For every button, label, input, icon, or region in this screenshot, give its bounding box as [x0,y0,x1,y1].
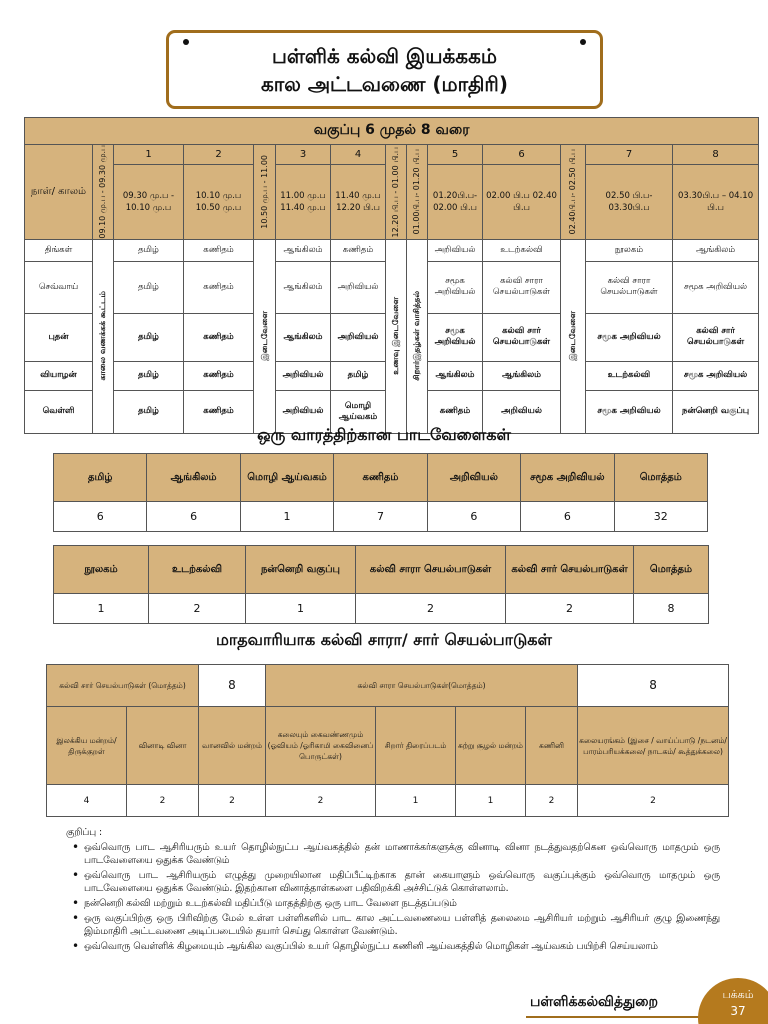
timetable-cell: சமூக அறிவியல் [428,313,483,361]
table-header: கலையரங்கம் (இசை / வாய்ப்பாடு /நடனம்/ பாரம்பரியக்கலை/ நாடகம்/ கூத்துக்கலை) [578,707,729,785]
footer-department: பள்ளிக்கல்வித்துறை [530,994,659,1010]
table-header: கணினி [526,707,578,785]
timetable-cell: ஆங்கிலம் [428,361,483,390]
period-time: 01.20பி.ப- 02.00 பி.ப [428,164,483,239]
table-cell: 2 [578,785,729,817]
page-number-badge [698,978,768,1024]
timetable-cell: சமூக அறிவியல் [586,313,673,361]
weekly-periods-table-2 [53,545,709,624]
day-name: திங்கள் [25,239,93,261]
table-cell: 4 [47,785,127,817]
notes-heading: குறிப்பு : [66,827,103,838]
timetable-cell: தமிழ் [331,361,386,390]
timetable-cell: கல்வி சாரா செயல்பாடுகள் [586,261,673,313]
timetable-cell: கல்வி சார் செயல்பாடுகள் [673,313,759,361]
timetable-cell: அறிவியல் [331,261,386,313]
timetable-cell: நன்னெறி வகுப்பு [673,390,759,433]
day-time-label: நாள்/ காலம் [25,145,93,240]
table-cell: 2 [266,785,376,817]
timetable-cell: ஆங்கிலம் [483,361,561,390]
reading-label: சிறார்இதழ்கள் வாசித்தல் [407,239,428,433]
assembly-time: 09.10 மு.ப - 09.30 மு.ப [93,145,114,240]
timetable-cell: அறிவியல் [276,361,331,390]
monthly-activities-table [46,664,729,817]
timetable-caption: வகுப்பு 6 முதல் 8 வரை [25,118,759,145]
timetable-cell: தமிழ் [114,361,184,390]
period-number: 4 [331,145,386,165]
period-number: 6 [483,145,561,165]
period-number: 3 [276,145,331,165]
academic-total-label: கல்வி சார் செயல்பாடுகள் (மொத்தம்) [47,665,199,707]
table-cell: 6 [54,502,147,532]
table-cell: 2 [356,594,506,624]
title-box [166,30,603,109]
timetable-cell: அறிவியல் [428,239,483,261]
table-header: சமூக அறிவியல் [521,454,614,502]
timetable-cell: கல்வி சாரா செயல்பாடுகள் [483,261,561,313]
table-cell: 2 [506,594,634,624]
period-time: 11.00 மு.ப 11.40 மு.ப [276,164,331,239]
lunch-label: உணவு இடைவேளை [386,239,407,433]
table-header: வானவில் மன்றம் [199,707,266,785]
period-number: 8 [673,145,759,165]
day-name: வியாழன் [25,361,93,390]
table-header: இலக்கிய மன்றம்/ திருக்குறள் [47,707,127,785]
table-cell: 8 [634,594,709,624]
period-time: 02.00 பி.ப 02.40 பி.ப [483,164,561,239]
table-cell: 1 [54,594,149,624]
footer-divider [526,1016,706,1018]
break1-time: 10.50 மு.ப - 11.00 [254,145,276,240]
table-cell: 2 [526,785,578,817]
table-header: கல்வி சாரா செயல்பாடுகள் [356,546,506,594]
timetable-cell: ஆங்கிலம் [673,239,759,261]
assembly-label: காலை வணக்கக் கூட்டம் [93,239,114,433]
period-time: 10.10 மு.ப 10.50 மு.ப [184,164,254,239]
table-header: கணிதம் [334,454,427,502]
reading-time: 01.00பி.ப- 01.20 பி.ப [407,145,428,240]
table-header: வினாடி வினா [127,707,199,785]
period-number: 2 [184,145,254,165]
period-number: 7 [586,145,673,165]
table-header: உடற்கல்வி [149,546,246,594]
table-cell: 1 [240,502,333,532]
timetable-cell: ஆங்கிலம் [276,261,331,313]
table-cell: 2 [149,594,246,624]
nonacademic-total-label: கல்வி சாரா செயல்பாடுகள்(மொத்தம்) [266,665,578,707]
timetable-cell: சமூக அறிவியல் [586,390,673,433]
timetable-cell: கணிதம் [184,390,254,433]
weekly-periods-table-1 [53,453,708,532]
timetable-cell: கணிதம் [184,261,254,313]
timetable-cell: கணிதம் [184,239,254,261]
timetable-cell: கல்வி சார் செயல்பாடுகள் [483,313,561,361]
timetable-cell: ஆங்கிலம் [276,313,331,361]
timetable-cell: நூலகம் [586,239,673,261]
timetable-cell: அறிவியல் [276,390,331,433]
table-header: சுற்று சூழல் மன்றம் [456,707,526,785]
weekly-section-title: ஒரு வாரத்திற்கான பாடவேளைகள் [257,425,511,444]
period-number: 1 [114,145,184,165]
bullet-dot-icon [580,39,586,45]
table-cell: 1 [246,594,356,624]
table-header: ஆங்கிலம் [147,454,240,502]
table-cell: 6 [521,502,614,532]
period-time: 09.30 மு.ப - 10.10 மு.ப [114,164,184,239]
academic-total-value: 8 [199,665,266,707]
monthly-section-title: மாதவாரியாக கல்வி சாரா/ சார் செயல்பாடுகள் [216,630,552,649]
table-header: சிறார் திரைப்படம் [376,707,456,785]
timetable-cell: அறிவியல் [483,390,561,433]
period-number: 5 [428,145,483,165]
timetable-cell: கணிதம் [428,390,483,433]
table-header: நூலகம் [54,546,149,594]
lunch-time: 12.20 பி.ப - 01.00 பி.ப [386,145,407,240]
timetable-cell: தமிழ் [114,313,184,361]
page-subtitle: கால அட்டவணை (மாதிரி) [261,71,508,96]
table-cell: 32 [614,502,707,532]
table-cell: 1 [376,785,456,817]
page-title: பள்ளிக் கல்வி இயக்ககம் [272,43,497,68]
timetable-cell: தமிழ் [114,390,184,433]
period-time: 11.40 மு.ப 12.20 பி.ப [331,164,386,239]
note-item: • ஒரு வகுப்பிற்கு ஒரு பிரிவிற்கு மேல் உள்ள பள்ளிகளில் பாட கால அட்டவணையை பள்ளித் தலைமை ஆசிரியர் மற்றும் ஆசிரியர் குழு இணைந்து இம்மாதிரி அட்டவணை அடிப்படையில் தயார் செய்து கொள்ள வேண்டும். [84,912,720,938]
table-cell: 2 [127,785,199,817]
break2-time: 02.40பி.ப- 02.50 பி.ப [561,145,586,240]
table-cell: 6 [147,502,240,532]
note-item: • ஒவ்வொரு பாட ஆசிரியரும் எழுத்து முறையிலான மதிப்பீட்டிற்காக தான் கையாளும் ஒவ்வொரு வகுப்புக்கும் ஒவ்வொரு மாதமும் ஒரு பாடவேளையை ஒதுக்க வேண்டும். இதற்கான வினாத்தாள்களை பதிவிறக்கி அச்சிட்டுக் கொள்ளலாம். [84,869,720,895]
table-cell: 6 [427,502,520,532]
table-header: மொழி ஆய்வகம் [240,454,333,502]
day-name: வெள்ளி [25,390,93,433]
table-header: தமிழ் [54,454,147,502]
table-header: அறிவியல் [427,454,520,502]
page-label: பக்கம் [722,988,754,1001]
note-item: • ஒவ்வொரு பாட ஆசிரியரும் உயர் தொழில்நுட்ப ஆய்வகத்தில் தன் மாணாக்கர்களுக்கு வினாடி வினா நடத்துவதற்கென ஒவ்வொரு மாதமும் ஒரு பாடவேளையை ஒதுக்க வேண்டும் [84,841,720,867]
table-header: மொத்தம் [614,454,707,502]
note-item: • ஒவ்வொரு வெள்ளிக் கிழமையும் ஆங்கில வகுப்பில் உயர் தொழில்நுட்ப கணினி ஆய்வகத்தில் மொழிகள் ஆய்வகம் பயிற்சி செய்யலாம் [84,940,720,953]
page-number: 37 [730,1004,746,1018]
day-name: செவ்வாய் [25,261,93,313]
timetable-cell: கணிதம் [184,361,254,390]
timetable-cell: கணிதம் [184,313,254,361]
timetable-cell: ஆங்கிலம் [276,239,331,261]
table-header: கல்வி சார் செயல்பாடுகள் [506,546,634,594]
nonacademic-total-value: 8 [578,665,729,707]
timetable-cell: உடற்கல்வி [483,239,561,261]
timetable-cell: தமிழ் [114,261,184,313]
timetable-cell: சமூக அறிவியல் [673,361,759,390]
period-time: 03.30பி.ப – 04.10 பி.ப [673,164,759,239]
table-header: மொத்தம் [634,546,709,594]
timetable-cell: தமிழ் [114,239,184,261]
timetable-cell: அறிவியல் [331,313,386,361]
break2-label: இடைவேளை [561,239,586,433]
notes-section [66,826,720,955]
table-cell: 2 [199,785,266,817]
day-name: புதன் [25,313,93,361]
bullet-dot-icon [183,39,189,45]
timetable-cell: மொழி ஆய்வகம் [331,390,386,433]
period-time: 02.50 பி.ப- 03.30பி.ப [586,164,673,239]
timetable [24,117,759,434]
timetable-cell: கணிதம் [331,239,386,261]
note-item: • நன்னெறி கல்வி மற்றும் உடற்கல்வி மதிப்பீடு மாதத்திற்கு ஒரு பாட வேளை நடத்தப்படும் [84,897,720,910]
notes-list [66,841,720,953]
timetable-cell: சமூக அறிவியல் [673,261,759,313]
table-header: கலையும் கைவண்ணமும் (ஓவியம் /ஓரிகாமி கைவினைப் பொருட்கள்) [266,707,376,785]
break1-label: இடைவேளை [254,239,276,433]
table-cell: 1 [456,785,526,817]
timetable-cell: சமூக அறிவியல் [428,261,483,313]
timetable-cell: உடற்கல்வி [586,361,673,390]
table-cell: 7 [334,502,427,532]
table-header: நன்னெறி வகுப்பு [246,546,356,594]
